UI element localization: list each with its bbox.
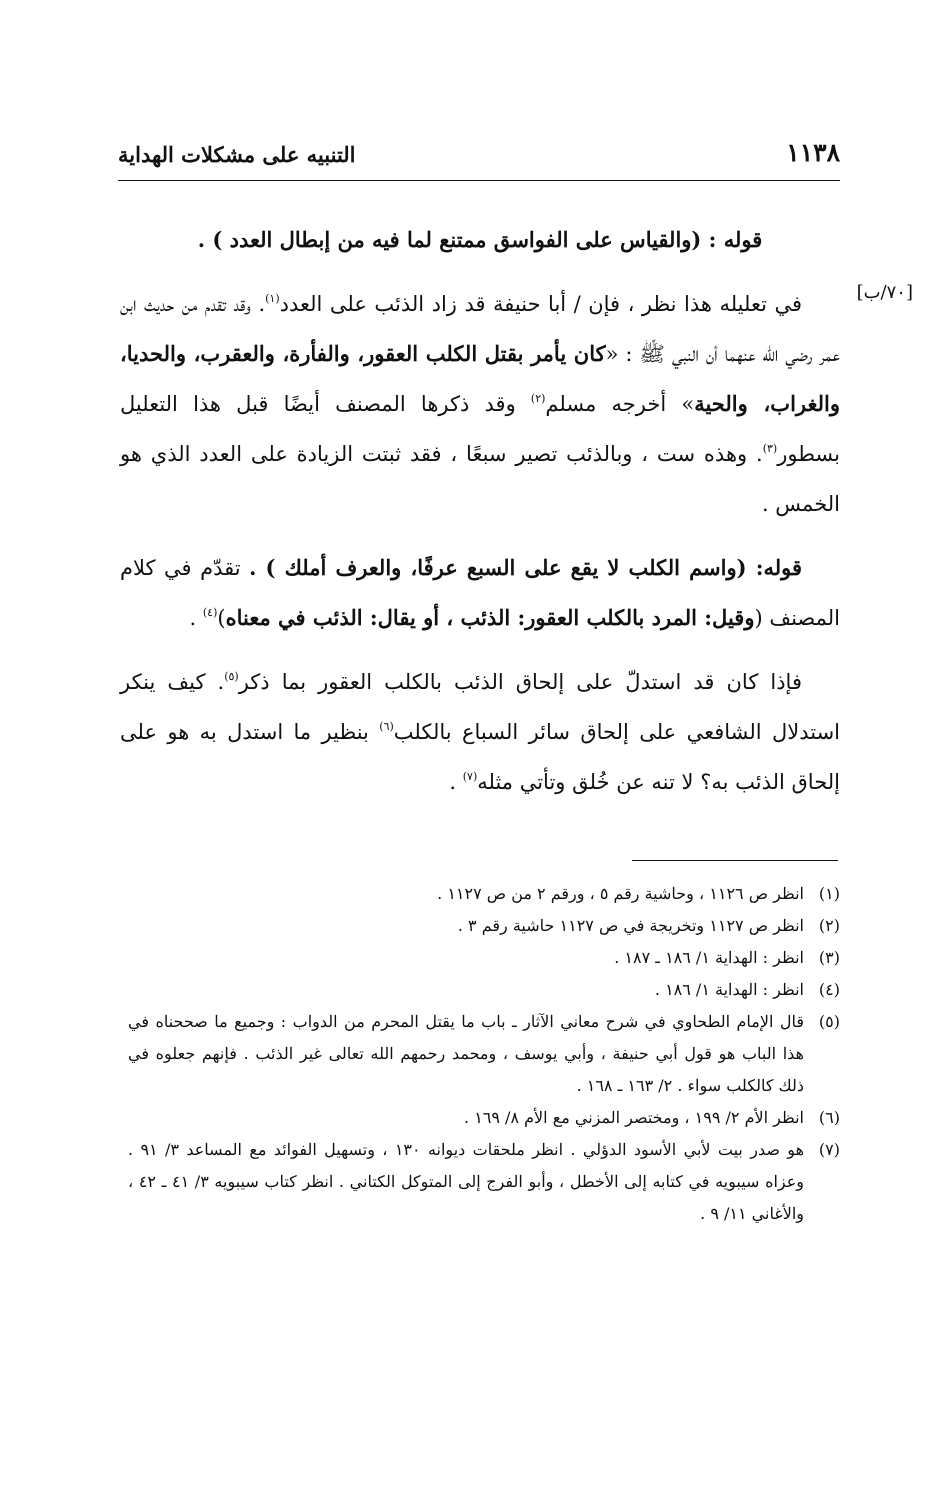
- paragraph-3: فإذا كان قد استدلّ على إلحاق الذئب بالكلب العقور بما ذكر$^{(٥)}$. كيف ينكر استدلال الشافعي على إلحاق سائر السباع بالكلب$^{(٦)}$ بنظير ما استدل به هو على إلحاق الذئب به؟ لا تنه عن خُلق وتأتي مثله$^{(٧)}$ .: [120, 670, 840, 794]
- footnote-ref-4[interactable]: (٤): [202, 606, 218, 619]
- footnote-ref-7[interactable]: (٧): [462, 770, 478, 783]
- footnote-3: (٣) انظر : الهداية ١/ ١٨٦ ـ ١٨٧ .: [614, 948, 840, 967]
- main-text: [120, 215, 840, 807]
- footnote-separator: [632, 860, 838, 861]
- footnote-2: (٢) انظر ص ١١٢٧ وتخريجة في ص ١١٢٧ حاشية رقم ٣ .: [457, 916, 840, 935]
- footnote-4: (٤) انظر : الهداية ١/ ١٨٦ .: [654, 980, 840, 999]
- footnote-1: (١) انظر ص ١١٢٦ ، وحاشية رقم ٥ ، ورقم ٢ من ص ١١٢٧ .: [437, 884, 840, 903]
- page-number: ١١٣٨: [786, 138, 840, 167]
- footnote-7: (٧) هو صدر بيت لأبي الأسود الدؤلي . انظر ملحقات ديوانه ١٣٠ ، وتسهيل الفوائد مع المساعد ٣/ ٩١ . وعزاه سيبويه في كتابه إلى الأخطل ، وأبو الفرج إلى المتوكل الكتاني . انظر كتاب سيبويه ٣/ ٤١ ـ ٤٢ ، والأغاني ١١/ ٩ .: [128, 1140, 840, 1223]
- footnotes: [128, 878, 840, 1230]
- footnote-5: (٥) قال الإمام الطحاوي في شرح معاني الآثار ـ باب ما يقتل المحرم من الدواب : وجميع ما صححناه في هذا الباب هو قول أبي حنيفة ، وأبي يوسف ، ومحمد رحمهم الله تعالى غير الذئب . فإنهم جعلوه في ذلك كالكلب سواء . ٢/ ١٦٣ ـ ١٦٨ .: [128, 1012, 840, 1095]
- footnote-6: (٦) انظر الأم ٢/ ١٩٩ ، ومختصر المزني مع الأم ٨/ ١٦٩ .: [464, 1108, 840, 1127]
- footnote-ref-2[interactable]: (٢): [530, 392, 546, 405]
- footnote-ref-5[interactable]: (٥): [224, 670, 239, 683]
- hadith-text: كان يأمر بقتل الكلب العقور، والفأرة، والعقرب، والحديا، والغراب، والحية: [120, 341, 840, 416]
- page-header: [118, 138, 840, 181]
- running-title: التنبيه على مشكلات الهداية: [118, 142, 356, 167]
- quoted-opinion: وقيل: المرد بالكلب العقور: الذئب ، أو يقال: الذئب في معناه: [225, 605, 755, 630]
- paragraph-2: قوله: (واسم الكلب لا يقع على السبع عرفًا، والعرف أملك ) . تقدّم في كلام المصنف (وقيل: المرد بالكلب العقور: الذئب ، أو يقال: الذئب في معناه)$^{(٤)}$ .: [120, 555, 840, 630]
- paragraph-1: في تعليله هذا نظر ، فإن / أبا حنيفة قد زاد الذئب على العدد$^{(١)}$. وقد تقدم من حديث ابن عمر رضي الله عنهما أن النبي ﷺ : «كان يأمر بقتل الكلب العقور، والفأرة، والعقرب، والحديا، والغراب، والحية» أخرجه مسلم$^{(٢)}$ وقد ذكرها المصنف أيضًا قبل هذا التعليل بسطور$^{(٣)}$. وهذه ست ، وبالذئب تصير سبعًا ، فقد ثبتت الزيادة على العدد الذي هو الخمس .: [120, 292, 840, 516]
- folio-reference: [٧٠/ب]: [856, 282, 913, 303]
- footnote-ref-1[interactable]: (١): [265, 292, 280, 305]
- quote-heading-1: قوله : (والقياس على الفواسق ممتنع لما فيه من إبطال العدد ) .: [197, 227, 763, 252]
- footnote-ref-6[interactable]: (٦): [379, 720, 394, 733]
- quote-heading-2: قوله: (واسم الكلب لا يقع على السبع عرفًا، والعرف أملك ) .: [249, 555, 802, 580]
- footnote-ref-3[interactable]: (٣): [762, 442, 778, 455]
